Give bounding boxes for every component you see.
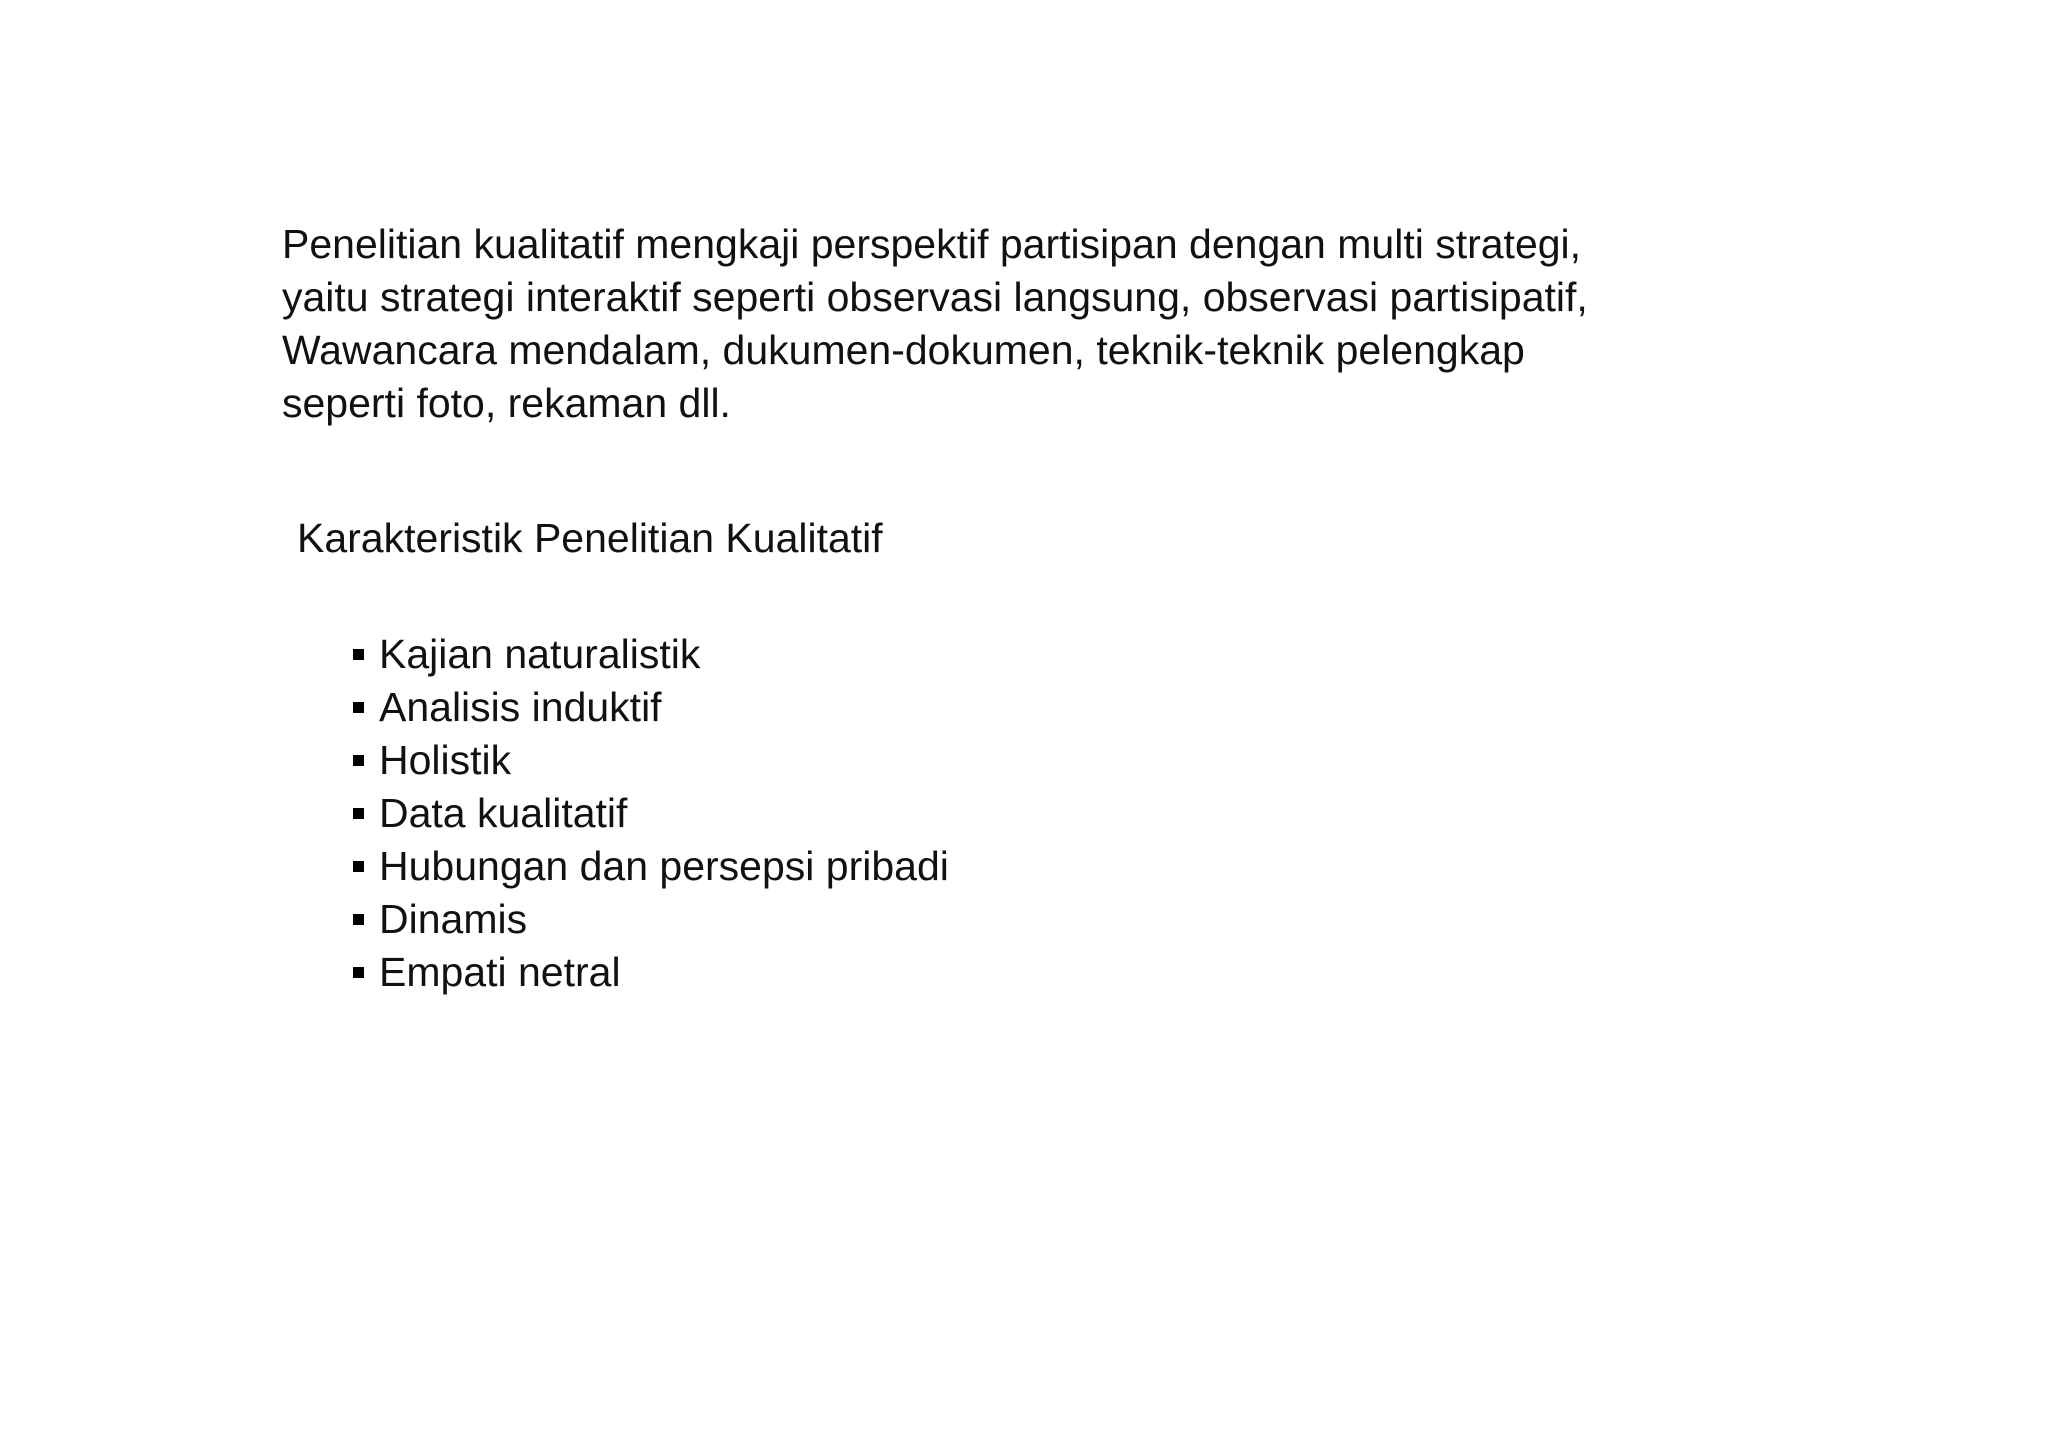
list-item-label: Hubungan dan persepsi pribadi	[379, 843, 949, 889]
list-item	[353, 628, 949, 681]
square-bullet-icon	[353, 755, 364, 766]
square-bullet-icon	[353, 702, 364, 713]
section-heading: Karakteristik Penelitian Kualitatif	[297, 515, 883, 561]
paragraph-line: seperti foto, rekaman dll.	[282, 380, 731, 426]
list-item	[353, 893, 949, 946]
square-bullet-icon	[353, 649, 364, 660]
square-bullet-icon	[353, 808, 364, 819]
list-item	[353, 681, 949, 734]
list-item-label: Empati netral	[379, 949, 621, 995]
list-item-label: Holistik	[379, 737, 512, 783]
list-item	[353, 840, 949, 893]
list-item-label: Data kualitatif	[379, 790, 628, 836]
list-item-label: Analisis induktif	[379, 684, 662, 730]
paragraph-line: yaitu strategi interaktif seperti observasi langsung, observasi partisipatif,	[282, 274, 1588, 320]
paragraph-line: Penelitian kualitatif mengkaji perspektif partisipan dengan multi strategi,	[282, 221, 1582, 267]
list-item	[353, 787, 949, 840]
paragraph-line: Wawancara mendalam, dukumen-dokumen, teknik-teknik pelengkap	[282, 327, 1525, 373]
list-item-label: Dinamis	[379, 896, 528, 942]
square-bullet-icon	[353, 914, 364, 925]
square-bullet-icon	[353, 967, 364, 978]
list-item-label: Kajian naturalistik	[379, 631, 701, 677]
characteristics-list	[353, 628, 949, 999]
list-item	[353, 734, 949, 787]
list-item	[353, 946, 949, 999]
intro-paragraph	[282, 218, 1782, 430]
square-bullet-icon	[353, 861, 364, 872]
